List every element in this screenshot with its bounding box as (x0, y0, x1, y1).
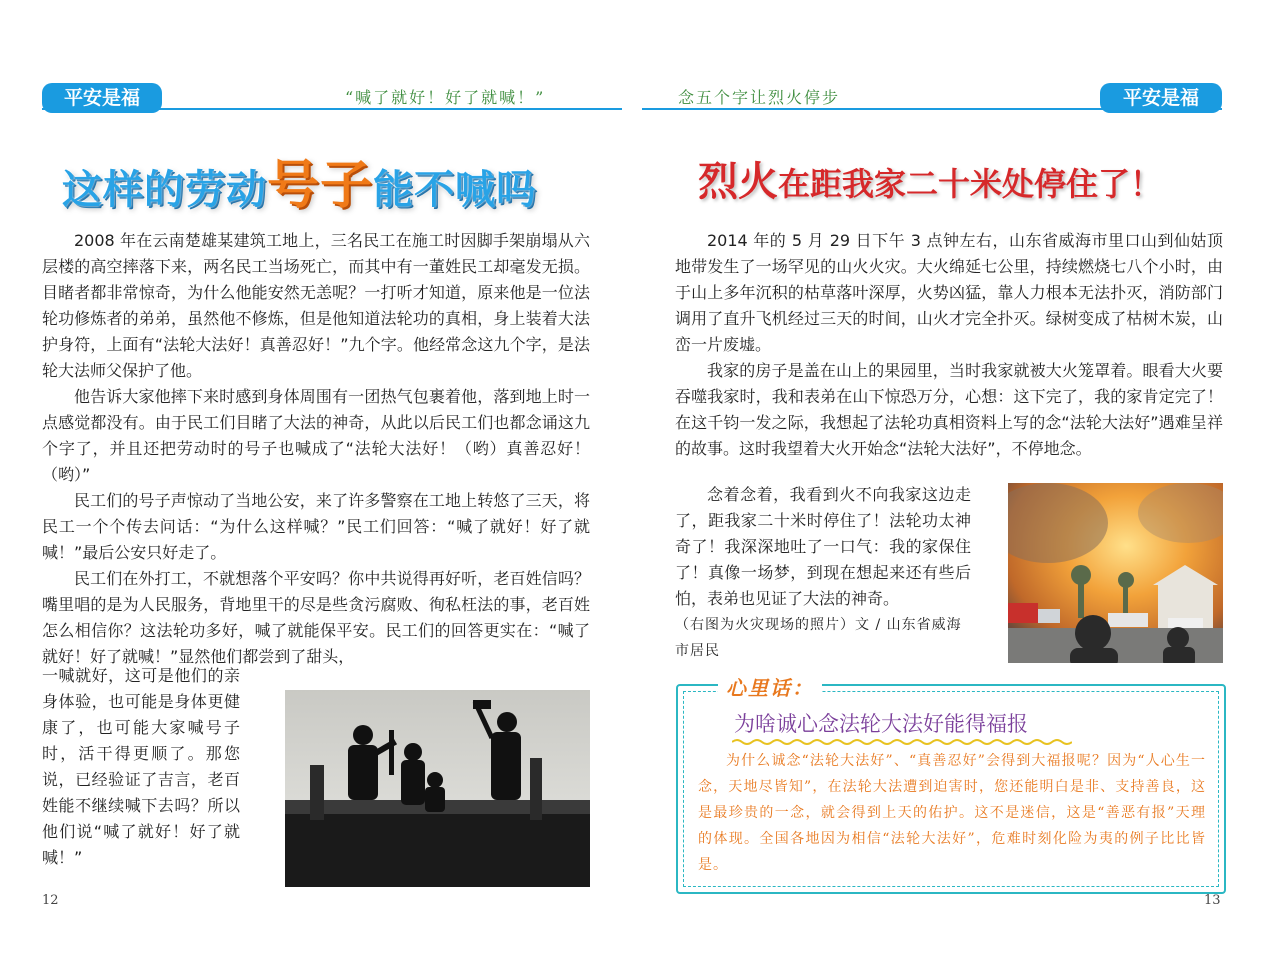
right-paragraph-3: 念着念着，我看到火不向我家这边走了，距我家二十米时停住了！法轮功太神奇了！我深深地吐了一口气：我的家保住了！真像一场梦，到现在想起来还有些后怕，表弟也见证了大法的神奇。 (675, 485, 971, 608)
heart-words-box (676, 676, 1226, 894)
right-article-body-wrap (675, 482, 971, 664)
left-heading-emphasis: 号子 (267, 156, 374, 216)
heart-words-text: 为什么诚念“法轮大法好”、“真善忍好”会得到大福报呢？因为“人心生一念，天地尽皆知”，在法轮大法遭到迫害时，您还能明白是非、支持善良，这是最珍贵的一念，就会得到上天的佑护。这不是迷信，这是“善恶有报”天理的体现。全国各地因为相信“法轮大法好”，危难时刻化险为夷的例子比比皆是。 (698, 753, 1206, 873)
left-paragraph-4: 民工们在外打工，不就想落个平安吗？你中共说得再好听，老百姓信吗？嘴里唱的是为人民服务，背地里干的尽是些贪污腐败、徇私枉法的事，老百姓怎么相信你？这法轮功多好，喊了就能保平安。民工们的回答更实在：“喊了就好！好了就喊！”显然他们都尝到了甜头， (42, 569, 590, 666)
header-tab-right: 平安是福 (1100, 83, 1222, 113)
right-article-heading (698, 150, 1162, 207)
heart-words-title: 为啥诚心念法轮大法好能得福报 (734, 712, 1028, 736)
left-heading-post: 能不喊吗 (373, 167, 538, 213)
heart-words-label: 心里话： (718, 672, 822, 701)
left-paragraph-4-continued: 一喊就好，这可是他们的亲身体验，也可能是身体更健康了，也可能大家喊号子时，活干得更顺了。那您说，已经验证了吉言，老百姓能不继续喊下去吗？所以他们说“喊了就好！好了就喊！” (42, 666, 240, 867)
fire-photo (1008, 483, 1223, 663)
wavy-underline (732, 738, 1072, 746)
right-article-body (675, 228, 1223, 462)
header-title-right: 念五个字让烈火停步 (678, 88, 841, 107)
right-heading-rest: 在距我家二十米处停住了！ (778, 165, 1163, 203)
header-tab-left: 平安是福 (42, 83, 162, 113)
left-heading-pre: 这样的劳动 (62, 167, 267, 213)
page-number-left: 12 (42, 893, 59, 908)
left-article-body (42, 228, 590, 670)
heart-words-body (698, 748, 1206, 878)
right-paragraph-2: 我家的房子是盖在山上的果园里，当时我家就被大火笼罩着。眼看大火要吞噬我家时，我和表弟在山下惊恐万分，心想：这下完了，我的家肯定完了！在这千钧一发之际，我想起了法轮功真相资料上写的念“法轮大法好”遇难呈祥的故事。这时我望着大火开始念“法轮大法好”，不停地念。 (675, 361, 1223, 458)
header-title-left: “喊了就好！好了就喊！” (345, 88, 546, 107)
workers-photo (285, 690, 590, 887)
left-paragraph-3: 民工们的号子声惊动了当地公安，来了许多警察在工地上转悠了三天，将民工一个个传去问话：“为什么这样喊？”民工们回答：“喊了就好！好了就喊！”最后公安只好走了。 (42, 491, 590, 562)
page-number-right: 13 (1204, 893, 1221, 908)
right-paragraph-1: 2014 年的 5 月 29 日下午 3 点钟左右，山东省威海市里口山到仙姑顶地带发生了一场罕见的山火火灾。大火绵延七公里，持续燃烧七八个小时，由于山上多年沉积的枯草落叶深厚，火势凶猛，靠人力根本无法扑灭，消防部门调用了直升飞机经过三天的时间，山火才完全扑灭。绿树变成了枯树木炭，山峦一片废墟。 (675, 231, 1223, 354)
left-paragraph-2: 他告诉大家他摔下来时感到身体周围有一团热气包裹着他，落到地上时一点感觉都没有。由于民工们目睹了大法的神奇，从此以后民工们也都念诵这九个字了，并且还把劳动时的号子也喊成了“法轮大法好！（哟）真善忍好！（哟）” (42, 387, 590, 484)
left-article-heading (62, 143, 537, 218)
photo-caption: （右图为火灾现场的照片）文 / 山东省威海市居民 (675, 617, 962, 659)
left-article-body-wrap (42, 663, 240, 871)
right-heading-fire: 烈火 (698, 158, 778, 205)
left-paragraph-1: 2008 年在云南楚雄某建筑工地上，三名民工在施工时因脚手架崩塌从六层楼的高空摔落下来，两名民工当场死亡，而其中有一董姓民工却毫发无损。目睹者都非常惊奇，为什么他能安然无恙呢？一打听才知道，原来他是一位法轮功修炼者的弟弟，虽然他不修炼，但是他知道法轮功的真相，身上装着大法护身符，上面有“法轮大法好！真善忍好！”九个字。他经常念这九个字，是法轮大法师父保护了他。 (42, 231, 590, 380)
